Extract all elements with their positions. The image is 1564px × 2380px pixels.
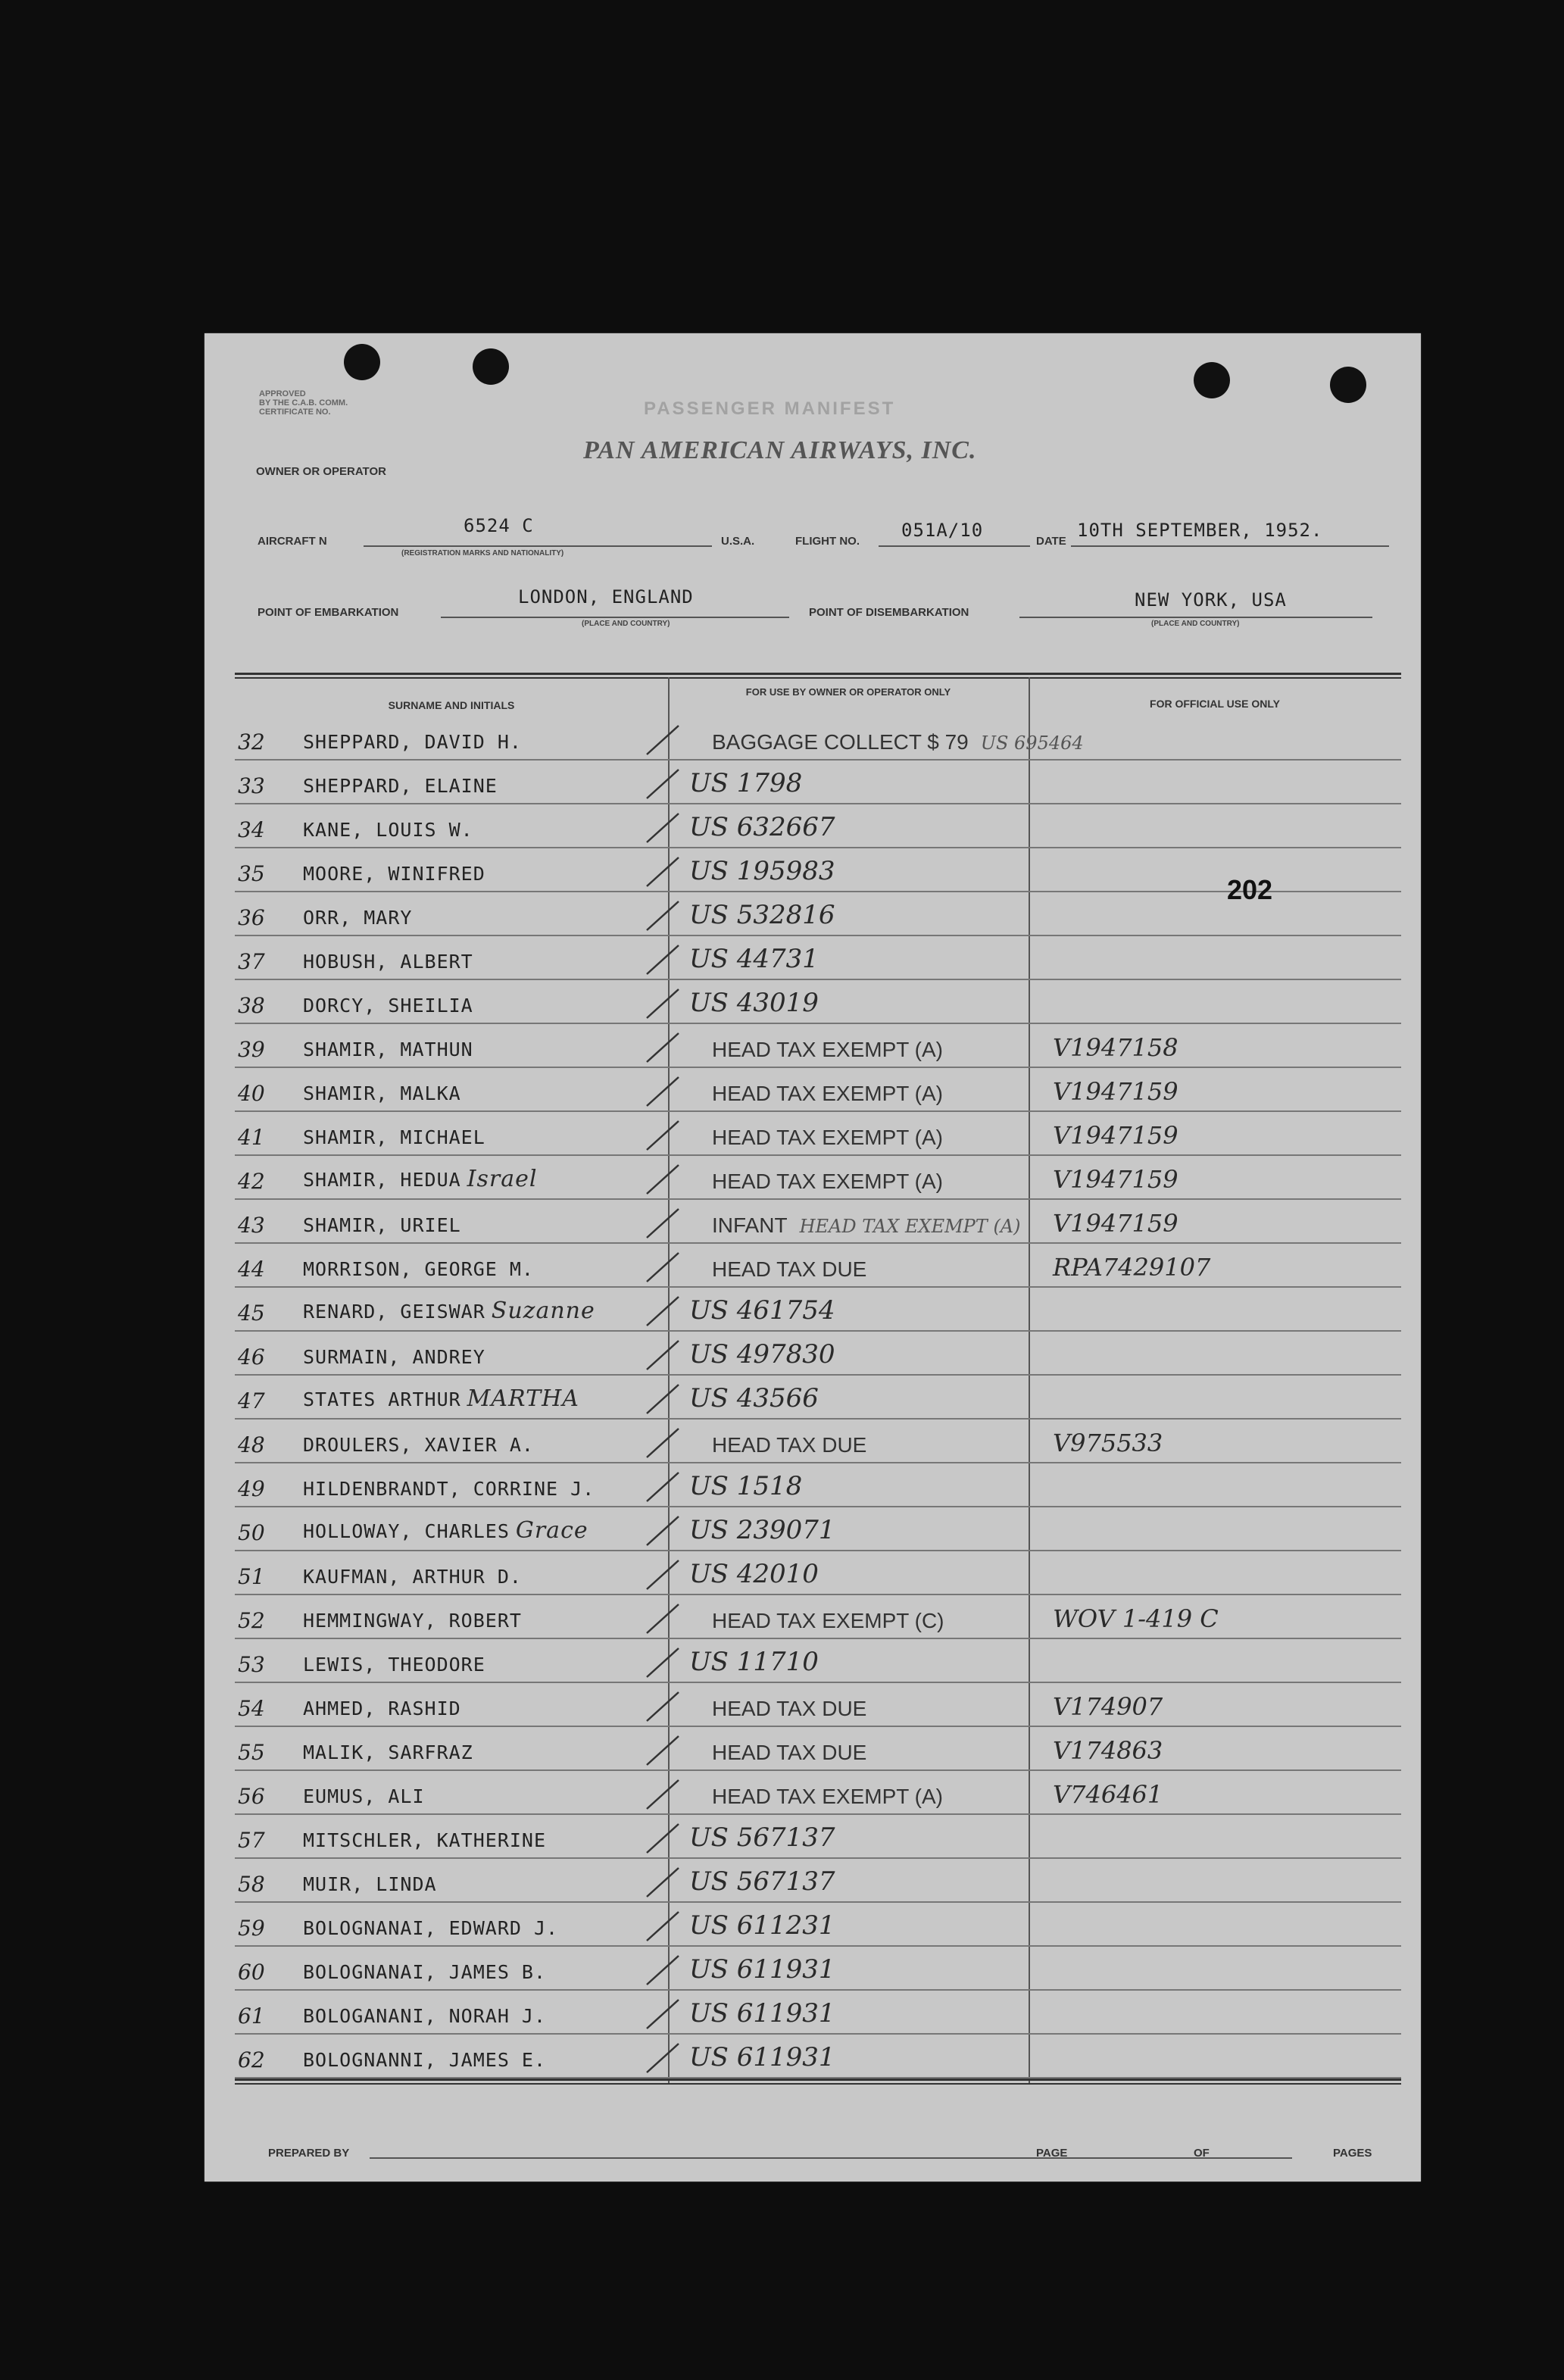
owner-use-cell [689,1170,943,1194]
passenger-name-text: SURMAIN, ANDREY [303,1346,485,1368]
check-mark-icon [644,1338,682,1371]
check-mark-icon [644,986,682,1020]
owner-use-cell [689,812,835,842]
official-use-cell: V1947159 [1053,1121,1178,1150]
passenger-name [303,1785,425,1807]
official-use-cell: V174863 [1053,1736,1163,1765]
check-mark-icon [644,1777,682,1810]
table-top-rule [235,673,1401,679]
check-mark-icon [644,1733,682,1766]
owner-note: HEAD TAX DUE [712,1257,867,1281]
official-use-cell: RPA7429107 [1053,1253,1211,1282]
row-number: 46 [238,1345,265,1370]
official-use-cell: V1947159 [1053,1209,1178,1238]
handwritten-correction: MARTHA [467,1385,579,1412]
official-use-cell: V1947158 [1053,1033,1178,1062]
of-label: OF [1194,2147,1210,2160]
table-row [235,1023,1401,1068]
owner-use-cell [689,1295,835,1326]
check-mark-icon [644,1206,682,1239]
passenger-name-text: KANE, LOUIS W. [303,819,473,841]
table-row [235,1418,1401,1463]
row-number: 61 [238,2004,265,2029]
disembarkation-label: POINT OF DISEMBARKATION [809,606,969,619]
passenger-name [303,819,473,841]
owner-use-cell [689,1433,866,1457]
check-mark-icon [644,1118,682,1151]
official-use-cell: WOV 1-419 C [1053,1604,1219,1633]
owner-note: BAGGAGE COLLECT $ 79 [712,730,969,754]
passenger-name-text: MORRISON, GEORGE M. [303,1258,534,1280]
owner-note: HEAD TAX DUE [712,1741,867,1764]
row-number: 43 [238,1213,265,1238]
handwritten-correction: Israel [467,1166,538,1192]
passenger-name-text: BOLOGNANAI, JAMES B. [303,1961,547,1983]
owner-use-cell [689,1998,835,2029]
table-row [235,1945,1401,1991]
owner-note: HEAD TAX EXEMPT (A) [712,1082,943,1105]
check-mark-icon [644,1909,682,1942]
passenger-name [303,1346,485,1368]
row-number: 37 [238,949,265,974]
official-use-cell: V1947159 [1053,1077,1178,1106]
row-number: 47 [238,1388,265,1413]
check-mark-icon [644,1557,682,1591]
table-row [235,1769,1401,1815]
official-use-cell: V975533 [1053,1429,1163,1457]
table-bottom-rule [235,2079,1401,2085]
passenger-name-text: MALIK, SARFRAZ [303,1741,473,1763]
passenger-name [303,1478,595,1500]
passenger-name [303,1126,485,1148]
handwritten-entry: US 42010 [689,1559,819,1589]
owner-note: HEAD TAX EXEMPT (A) [712,1038,943,1061]
aircraft-value: 6524 C [464,515,534,536]
passenger-name [303,1873,437,1895]
table-row [235,1242,1401,1288]
page-label: PAGE [1036,2147,1068,2160]
table-row [235,803,1401,848]
passenger-name [303,1610,522,1632]
passenger-name [303,1698,461,1719]
owner-use-cell [689,1866,835,1897]
row-number: 35 [238,861,265,886]
owner-note: HEAD TAX EXEMPT (A) [712,1126,943,1149]
country-label: U.S.A. [721,535,755,548]
table-row [235,1682,1401,1727]
flight-value: 051A/10 [901,520,984,541]
passenger-name-text: HOLLOWAY, CHARLES [303,1520,510,1542]
check-mark-icon [644,1865,682,1898]
row-number: 34 [238,817,265,842]
owner-note: HEAD TAX DUE [712,1697,867,1720]
passenger-name [303,2005,546,2027]
owner-use-cell [689,1785,943,1809]
col-surname-header: SURNAME AND INITIALS [388,699,515,711]
handwritten-entry: US 11710 [689,1647,819,1677]
disembarkation-sublabel: (PLACE AND COUNTRY) [1151,620,1240,628]
table-row [235,2033,1401,2079]
passenger-name-text: MOORE, WINIFRED [303,863,485,885]
check-mark-icon [644,2041,682,2074]
check-mark-icon [644,1601,682,1635]
owner-use-cell [689,2042,835,2072]
row-number: 55 [238,1740,265,1765]
passenger-name [303,2049,546,2071]
handwritten-entry: US 611231 [689,1910,835,1941]
embarkation-label: POINT OF EMBARKATION [258,606,399,619]
handwritten-entry: US 611931 [689,1998,835,2029]
passenger-name [303,1166,538,1192]
passenger-name-text: SHAMIR, MICHAEL [303,1126,485,1148]
row-number: 58 [238,1872,265,1897]
owner-note: HEAD TAX EXEMPT (A) [712,1785,943,1808]
official-use-cell: V1947159 [1053,1165,1178,1194]
owner-use-cell [689,1515,835,1545]
passenger-name-text: SHAMIR, MALKA [303,1082,461,1104]
passenger-name [303,1298,595,1324]
row-number: 39 [238,1037,265,1062]
approval-block [259,389,348,417]
handwritten-entry: US 497830 [689,1339,835,1370]
handwritten-entry: US 461754 [689,1295,835,1326]
owner-use-cell [689,1213,1021,1238]
passenger-name [303,1385,579,1412]
passenger-name [303,863,485,885]
row-number: 38 [238,993,265,1018]
passenger-name [303,1517,588,1544]
row-number: 50 [238,1520,265,1545]
col-owner-header: FOR USE BY OWNER OR OPERATOR ONLY [745,686,951,698]
check-mark-icon [644,767,682,800]
handwritten-entry: US 611931 [689,2042,835,2072]
row-number: 42 [238,1169,265,1194]
owner-use-cell [689,1741,866,1765]
owner-use-cell [689,1082,943,1106]
check-mark-icon [644,811,682,844]
check-mark-icon [644,1294,682,1327]
owner-use-cell [689,1339,835,1370]
row-number: 56 [238,1784,265,1809]
row-number: 44 [238,1257,265,1282]
check-mark-icon [644,1426,682,1459]
embarkation-value: LONDON, ENGLAND [518,586,694,607]
owner-use-cell [689,1954,835,1985]
form-title: PASSENGER MANIFEST [644,398,896,419]
passenger-name [303,1741,473,1763]
passenger-name [303,1434,534,1456]
passenger-name-text: AHMED, RASHID [303,1698,461,1719]
check-mark-icon [644,723,682,756]
owner-note: HEAD TAX EXEMPT (A) [712,1170,943,1193]
handwritten-entry: US 532816 [689,900,835,930]
owner-use-cell [689,1383,819,1413]
passenger-name-text: SHAMIR, HEDUA [303,1169,461,1191]
handwritten-entry: US 632667 [689,812,835,842]
passenger-name [303,951,473,973]
table-row [235,759,1401,804]
pages-label: PAGES [1333,2147,1372,2160]
passenger-name [303,1654,485,1676]
handwritten-entry: US 195983 [689,856,835,886]
passenger-name [303,907,412,929]
row-number: 33 [238,773,265,798]
handwritten-entry: US 695464 [980,732,1084,754]
passenger-name-text: SHAMIR, MATHUN [303,1039,473,1060]
owner-use-cell [689,1822,835,1853]
passenger-name-text: SHEPPARD, DAVID H. [303,731,522,753]
check-mark-icon [644,1997,682,2030]
owner-use-cell [689,1647,819,1677]
passenger-name [303,775,498,797]
check-mark-icon [644,1470,682,1503]
table-row [235,1374,1401,1420]
check-mark-icon [644,1645,682,1679]
check-mark-icon [644,1030,682,1064]
table-row [235,1067,1401,1112]
passenger-name [303,995,473,1017]
check-mark-icon [644,1250,682,1283]
check-mark-icon [644,942,682,976]
table-row [235,1198,1401,1244]
row-number: 53 [238,1652,265,1677]
aircraft-label: AIRCRAFT N [258,535,327,548]
passenger-name [303,1829,546,1851]
owner-use-cell [689,768,802,798]
manifest-paper [204,333,1421,2182]
owner-use-cell [689,1257,866,1282]
embarkation-sublabel: (PLACE AND COUNTRY) [582,620,670,628]
check-mark-icon [644,898,682,932]
owner-use-cell [689,1038,943,1062]
handwritten-entry: US 43019 [689,988,819,1018]
passenger-name [303,1039,473,1060]
row-number: 57 [238,1828,265,1853]
date-label: DATE [1036,535,1066,548]
passenger-name-text: EUMUS, ALI [303,1785,425,1807]
owner-note: INFANT [712,1213,788,1237]
row-number: 45 [238,1301,265,1326]
passenger-name [303,1566,522,1588]
table-row [235,1638,1401,1683]
row-number: 59 [238,1916,265,1941]
row-number: 60 [238,1960,265,1985]
table-row [235,1154,1401,1200]
check-mark-icon [644,1689,682,1723]
table-row [235,1901,1401,1947]
handwritten-entry: HEAD TAX EXEMPT (A) [799,1216,1021,1237]
passenger-name-text: BOLOGNANAI, EDWARD J. [303,1917,559,1939]
official-stamp: 202 [1227,874,1273,905]
table-row [235,891,1401,936]
prepared-by-label: PREPARED BY [268,2147,350,2160]
passenger-name [303,731,522,753]
handwritten-entry: US 1798 [689,768,803,798]
table-row [235,979,1401,1024]
row-number: 54 [238,1696,265,1721]
owner-use-cell [689,1697,866,1721]
handwritten-entry: US 43566 [689,1383,819,1413]
owner-use-cell [689,1126,943,1150]
official-use-cell: V174907 [1053,1692,1163,1721]
approval-line: BY THE C.A.B. COMM. [259,398,348,408]
punch-hole [473,348,509,385]
table-row [235,1462,1401,1507]
owner-use-cell [689,730,1084,754]
owner-use-cell [689,944,819,974]
disembarkation-value: NEW YORK, USA [1135,589,1287,611]
handwritten-correction: Suzanne [491,1298,595,1324]
passenger-name-text: RENARD, GEISWAR [303,1301,485,1323]
table-row [235,1550,1401,1595]
passenger-name-text: MITSCHLER, KATHERINE [303,1829,547,1851]
row-number: 41 [238,1125,265,1150]
col-official-header: FOR OFFICIAL USE ONLY [1150,698,1280,710]
passenger-name-text: SHEPPARD, ELAINE [303,775,498,797]
owner-use-cell [689,1559,819,1589]
passenger-name-text: HOBUSH, ALBERT [303,951,473,973]
check-mark-icon [644,1821,682,1854]
table-row [235,1286,1401,1332]
handwritten-entry: US 1518 [689,1471,803,1501]
check-mark-icon [644,1074,682,1107]
row-number: 51 [238,1564,265,1589]
table-row [235,1110,1401,1156]
passenger-name [303,1082,461,1104]
owner-use-cell [689,988,819,1018]
passenger-name-text: STATES ARTHUR [303,1388,461,1410]
passenger-name-text: DROULERS, XAVIER A. [303,1434,534,1456]
passenger-name-text: MUIR, LINDA [303,1873,437,1895]
passenger-name-text: KAUFMAN, ARTHUR D. [303,1566,522,1588]
table-row [235,1989,1401,2035]
table-row [235,847,1401,892]
passenger-name-text: HILDENBRANDT, CORRINE J. [303,1478,595,1500]
passenger-name-text: HEMMINGWAY, ROBERT [303,1610,522,1632]
punch-hole [1194,362,1230,398]
approval-line: APPROVED [259,389,306,398]
passenger-name-text: ORR, MARY [303,907,413,929]
passenger-name [303,1961,546,1983]
row-number: 49 [238,1476,265,1501]
check-mark-icon [644,1513,682,1547]
table-row [235,1813,1401,1859]
table-row [235,1726,1401,1771]
passenger-name-text: SHAMIR, URIEL [303,1214,461,1236]
table-row [235,1594,1401,1639]
official-use-cell: V746461 [1053,1780,1163,1809]
handwritten-entry: US 44731 [689,944,819,974]
punch-hole [1330,367,1366,403]
table-row [235,1506,1401,1551]
check-mark-icon [644,1953,682,1986]
row-number: 52 [238,1608,265,1633]
check-mark-icon [644,1382,682,1415]
passenger-name-text: DORCY, SHEILIA [303,995,473,1017]
table-row [235,935,1401,980]
table-row [235,715,1401,761]
owner-use-cell [689,900,835,930]
table-row [235,1330,1401,1376]
punch-hole [344,344,380,380]
passenger-name [303,1258,534,1280]
passenger-name-text: BOLOGNANNI, JAMES E. [303,2049,547,2071]
handwritten-entry: US 567137 [689,1822,835,1853]
check-mark-icon [644,1162,682,1195]
owner-use-cell [689,856,835,886]
owner-use-cell [689,1910,835,1941]
passenger-name-text: LEWIS, THEODORE [303,1654,485,1676]
table-row [235,1857,1401,1903]
owner-label: OWNER OR OPERATOR [256,465,386,478]
owner-note: HEAD TAX EXEMPT (C) [712,1609,944,1632]
check-mark-icon [644,854,682,888]
handwritten-correction: Grace [515,1517,588,1544]
handwritten-entry: US 567137 [689,1866,835,1897]
handwritten-entry: US 239071 [689,1515,835,1545]
row-number: 48 [238,1432,265,1457]
passenger-name-text: BOLOGANANI, NORAH J. [303,2005,547,2027]
handwritten-entry: US 611931 [689,1954,835,1985]
row-number: 62 [238,2047,265,2072]
company-name: PAN AMERICAN AIRWAYS, INC. [583,436,977,464]
aircraft-sublabel: (REGISTRATION MARKS AND NATIONALITY) [401,549,564,558]
row-number: 40 [238,1081,265,1106]
date-value: 10TH SEPTEMBER, 1952. [1077,520,1323,541]
row-number: 36 [238,905,265,930]
passenger-name [303,1214,461,1236]
owner-note: HEAD TAX DUE [712,1433,867,1457]
approval-line: CERTIFICATE NO. [259,408,331,417]
passenger-name [303,1917,558,1939]
flight-label: FLIGHT NO. [795,535,860,548]
owner-use-cell [689,1609,944,1633]
owner-use-cell [689,1471,802,1501]
row-number: 32 [238,729,265,754]
